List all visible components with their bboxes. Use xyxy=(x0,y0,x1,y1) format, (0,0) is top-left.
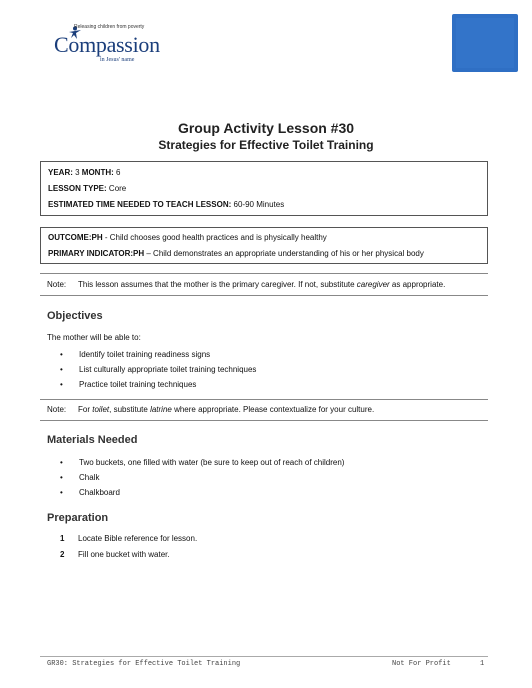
logo-tagline: Releasing children from poverty xyxy=(74,24,145,30)
year-value: 3 xyxy=(72,168,82,177)
note-emphasis: toilet xyxy=(92,405,110,414)
list-item xyxy=(60,534,197,543)
note-emphasis: caregiver xyxy=(356,280,390,289)
list-item xyxy=(60,488,120,497)
objective-text: Practice toilet training techniques xyxy=(79,380,197,389)
note-text: This lesson assumes that the mother is the primary caregiver. If not, substitute xyxy=(78,280,357,289)
list-item xyxy=(60,458,344,467)
list-item xyxy=(60,350,210,359)
bullet-icon: • xyxy=(60,365,63,374)
bullet-icon: • xyxy=(60,473,63,482)
lesson-type-row xyxy=(48,184,126,193)
bullet-icon: • xyxy=(60,350,63,359)
lesson-type-value: Core xyxy=(106,184,127,193)
note-text: For xyxy=(78,405,93,414)
footer-not-for-profit: Not For Profit xyxy=(392,660,451,668)
list-item xyxy=(60,550,170,559)
materials-heading: Materials Needed xyxy=(47,434,138,446)
note-text-end: as appropriate. xyxy=(389,280,446,289)
primary-indicator-label: PRIMARY INDICATOR:PH xyxy=(48,249,145,258)
bullet-icon: • xyxy=(60,488,63,497)
footer-title: GR30: Strategies for Effective Toilet Training xyxy=(47,660,241,668)
footer-divider xyxy=(40,656,488,657)
month-label: MONTH: xyxy=(81,168,114,177)
note-text-end: where appropriate. Please contextualize for your culture. xyxy=(171,405,375,414)
estimated-time-value: 60-90 Minutes xyxy=(231,200,285,209)
preparation-heading: Preparation xyxy=(47,512,109,524)
primary-indicator-value: – Child demonstrates an appropriate understanding of his or her physical body xyxy=(144,249,424,258)
logo-subtitle: in Jesus' name xyxy=(100,57,135,63)
lesson-title: Group Activity Lesson #30 xyxy=(177,120,355,136)
objective-text: Identify toilet training readiness signs xyxy=(79,350,211,359)
year-label: YEAR: xyxy=(48,168,73,177)
list-item xyxy=(60,473,99,482)
material-text: Chalk xyxy=(79,473,100,482)
lesson-type-label: LESSON TYPE: xyxy=(48,184,107,193)
note-divider-bottom xyxy=(40,295,488,296)
outcome-row xyxy=(48,233,327,242)
note-divider-top xyxy=(40,273,488,274)
latrine-note xyxy=(47,405,374,414)
estimated-time-row xyxy=(48,200,284,209)
step-text: Locate Bible reference for lesson. xyxy=(78,534,198,543)
outcome-value: - Child chooses good health practices and is physically healthy xyxy=(102,233,327,242)
month-value: 6 xyxy=(113,168,121,177)
note-emphasis: latrine xyxy=(150,405,172,414)
primary-indicator-row xyxy=(48,249,424,258)
material-text: Chalkboard xyxy=(79,488,120,497)
lesson-info-box xyxy=(40,161,488,216)
outcome-label: OUTCOME:PH xyxy=(48,233,103,242)
estimated-time-label: ESTIMATED TIME NEEDED TO TEACH LESSON: xyxy=(48,200,232,209)
decorative-blue-block xyxy=(452,14,518,72)
compassion-logo xyxy=(50,24,162,70)
list-item xyxy=(60,380,196,389)
lesson-subtitle: Strategies for Effective Toilet Training xyxy=(158,138,374,152)
step-text: Fill one bucket with water. xyxy=(78,550,170,559)
material-text: Two buckets, one filled with water (be sure to keep out of reach of children) xyxy=(79,458,345,467)
objectives-heading: Objectives xyxy=(47,310,103,322)
step-number: 1 xyxy=(60,534,65,543)
caregiver-note xyxy=(47,280,445,289)
bullet-icon: • xyxy=(60,380,63,389)
note-divider-bottom xyxy=(40,420,488,421)
outcome-box xyxy=(40,227,488,264)
logo-brand: Compassion xyxy=(54,32,160,57)
year-month-row xyxy=(48,168,120,177)
note-label: Note: xyxy=(47,280,67,289)
step-number: 2 xyxy=(60,550,65,559)
note-label: Note: xyxy=(47,405,67,414)
list-item xyxy=(60,365,256,374)
note-text: , substitute xyxy=(109,405,151,414)
note-divider-top xyxy=(40,399,488,400)
page-number: 1 xyxy=(480,660,485,668)
bullet-icon: • xyxy=(60,458,63,467)
objectives-intro: The mother will be able to: xyxy=(47,333,141,342)
objective-text: List culturally appropriate toilet training techniques xyxy=(79,365,257,374)
